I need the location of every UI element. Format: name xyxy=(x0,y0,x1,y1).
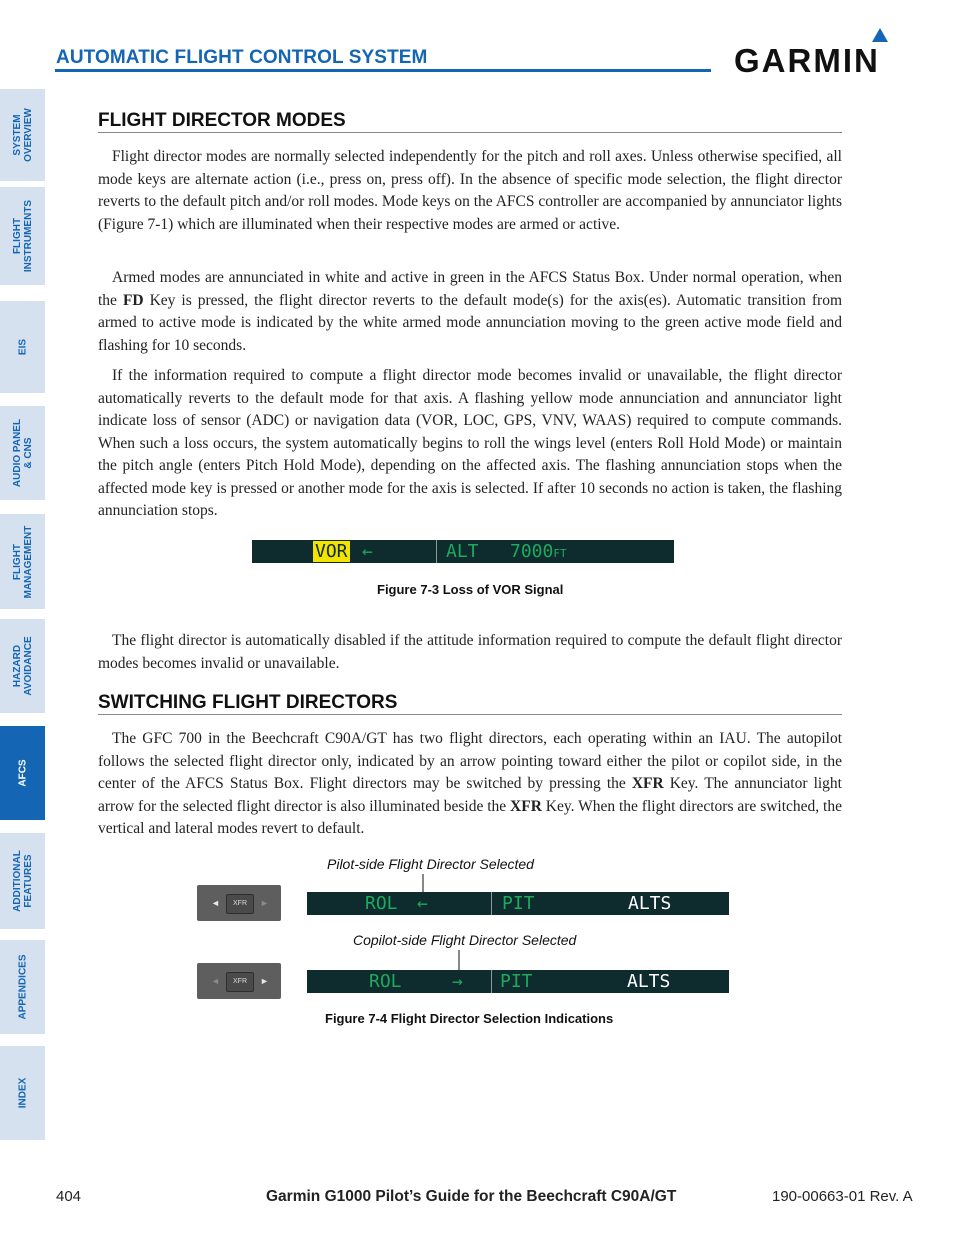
garmin-wordmark: GARMIN xyxy=(734,42,880,76)
pitch-mode-armed: ALTS xyxy=(628,893,672,914)
xfr-key-copilot[interactable] xyxy=(197,963,281,999)
callout-copilot-side: Copilot-side Flight Director Selected xyxy=(353,932,577,948)
tab-flight-instruments[interactable]: FLIGHT INSTRUMENTS xyxy=(0,187,45,285)
paragraph: The flight director is automatically disabled if the attitude information required to compute the default flight director modes becomes invalid or unavailable. xyxy=(98,632,842,672)
callout-pilot-side: Pilot-side Flight Director Selected xyxy=(327,856,534,872)
xfr-key-ref: XFR xyxy=(510,797,542,815)
tab-audio-panel-cns[interactable]: AUDIO PANEL & CNS xyxy=(0,406,45,500)
xfr-key-cap: XFR xyxy=(226,972,254,992)
footer-title: Garmin G1000 Pilot’s Guide for the Beechcraft C90A/GT xyxy=(266,1188,677,1205)
paragraph: Armed modes are annunciated in white and active in green in the AFCS Status Box. Under normal operation, when the FD Key is pressed, the flight director reverts to the default mode(s) for the axis(es). Automatic transition from armed to active mode is indicated by the white armed mode annunciation moving to the green active mode field and flashing for 10 seconds. xyxy=(98,269,843,354)
tab-afcs[interactable]: AFCS xyxy=(0,726,45,820)
right-arrow-light-icon: ► xyxy=(260,976,269,986)
fd-selection-arrow: → xyxy=(452,971,463,992)
altitude-reference: 7000FT xyxy=(510,541,567,562)
afcs-status-box-pilot xyxy=(307,892,729,915)
xfr-key-cap: XFR xyxy=(226,894,254,914)
pitch-mode-active: PIT xyxy=(502,893,535,914)
roll-mode-flashing: VOR xyxy=(315,541,348,562)
tab-flight-management[interactable]: FLIGHT MANAGEMENT xyxy=(0,514,45,609)
page-number: 404 xyxy=(56,1188,82,1205)
xfr-key-pilot[interactable] xyxy=(197,885,281,921)
heading-switching-flight-directors: SWITCHING FLIGHT DIRECTORS xyxy=(98,692,398,713)
paragraph: Flight director modes are normally selected independently for the pitch and roll axes. Unless otherwise specified, all mode keys are alternate action (i.e., press on, press off). In the absence of specific mode selection, the flight director reverts to the default pitch and/or roll modes. Mode keys on the AFCS controller are accompanied by annunciator lights (Figure 7-1) which are illuminated when their respective modes are armed or active. xyxy=(98,148,842,233)
right-arrow-light-icon: ► xyxy=(260,898,269,908)
fd-key-ref: FD xyxy=(122,291,144,309)
section-title: AUTOMATIC FLIGHT CONTROL SYSTEM xyxy=(56,47,428,68)
tab-system-overview[interactable]: SYSTEM OVERVIEW xyxy=(0,89,45,181)
figure-caption: Figure 7-3 Loss of VOR Signal xyxy=(377,582,564,597)
tab-additional-features[interactable]: ADDITIONAL FEATURES xyxy=(0,833,45,929)
document-number: 190-00663-01 Rev. A xyxy=(772,1188,913,1205)
left-arrow-light-icon: ◄ xyxy=(211,898,220,908)
paragraph: If the information required to compute a flight director mode becomes invalid or unavailable, the flight director automatically reverts to the default mode for that axis. A flashing yellow mode annunciation and annunciator light indicate loss of sensor (ADC) or navigation data (VOR, LOC, GPS, VNV, WAAS) required to compute commands. When such a loss occurs, the system automatically begins to roll the wings level (enters Roll Hold Mode) or maintain the pitch angle (enters Pitch Hold Mode), depending on the affected axis. The flashing annunciation stops when the affected mode key is pressed or another mode for the axis is selected. If after 10 seconds no action is taken, the flashing annunciation stops. xyxy=(98,367,842,519)
tab-hazard-avoidance[interactable]: HAZARD AVOIDANCE xyxy=(0,619,45,713)
pitch-mode-active: ALT xyxy=(446,541,479,562)
roll-mode-active: ROL xyxy=(369,971,402,992)
divider xyxy=(491,892,492,915)
figure-caption: Figure 7-4 Flight Director Selection Indications xyxy=(325,1011,614,1026)
left-arrow-light-icon: ◄ xyxy=(211,976,220,986)
tab-eis[interactable]: EIS xyxy=(0,301,45,393)
fd-selection-arrow: ← xyxy=(362,541,373,562)
pitch-mode-armed: ALTS xyxy=(627,971,671,992)
xfr-key-ref: XFR xyxy=(631,775,664,792)
tab-appendices[interactable]: APPENDICES xyxy=(0,940,45,1034)
paragraph: The GFC 700 in the Beechcraft C90A/GT has two flight directors, each operating within an IAU. The autopilot follows the selected flight director only, indicated by an arrow pointing toward either the pilot or copilot side, in the center of the AFCS Status Box. Flight directors may be switched by pressing the XFR Key. The annunciator light arrow for the selected flight director is also illuminated beside the XFR Key. When the flight directors are switched, the vertical and lateral modes revert to default. xyxy=(98,730,842,837)
roll-mode-active: ROL xyxy=(365,893,398,914)
tab-index[interactable]: INDEX xyxy=(0,1046,45,1140)
divider xyxy=(491,970,492,993)
afcs-status-box-copilot xyxy=(307,970,729,993)
fd-selection-arrow: ← xyxy=(417,893,428,914)
pitch-mode-active: PIT xyxy=(500,971,533,992)
heading-flight-director-modes: FLIGHT DIRECTOR MODES xyxy=(98,110,346,131)
